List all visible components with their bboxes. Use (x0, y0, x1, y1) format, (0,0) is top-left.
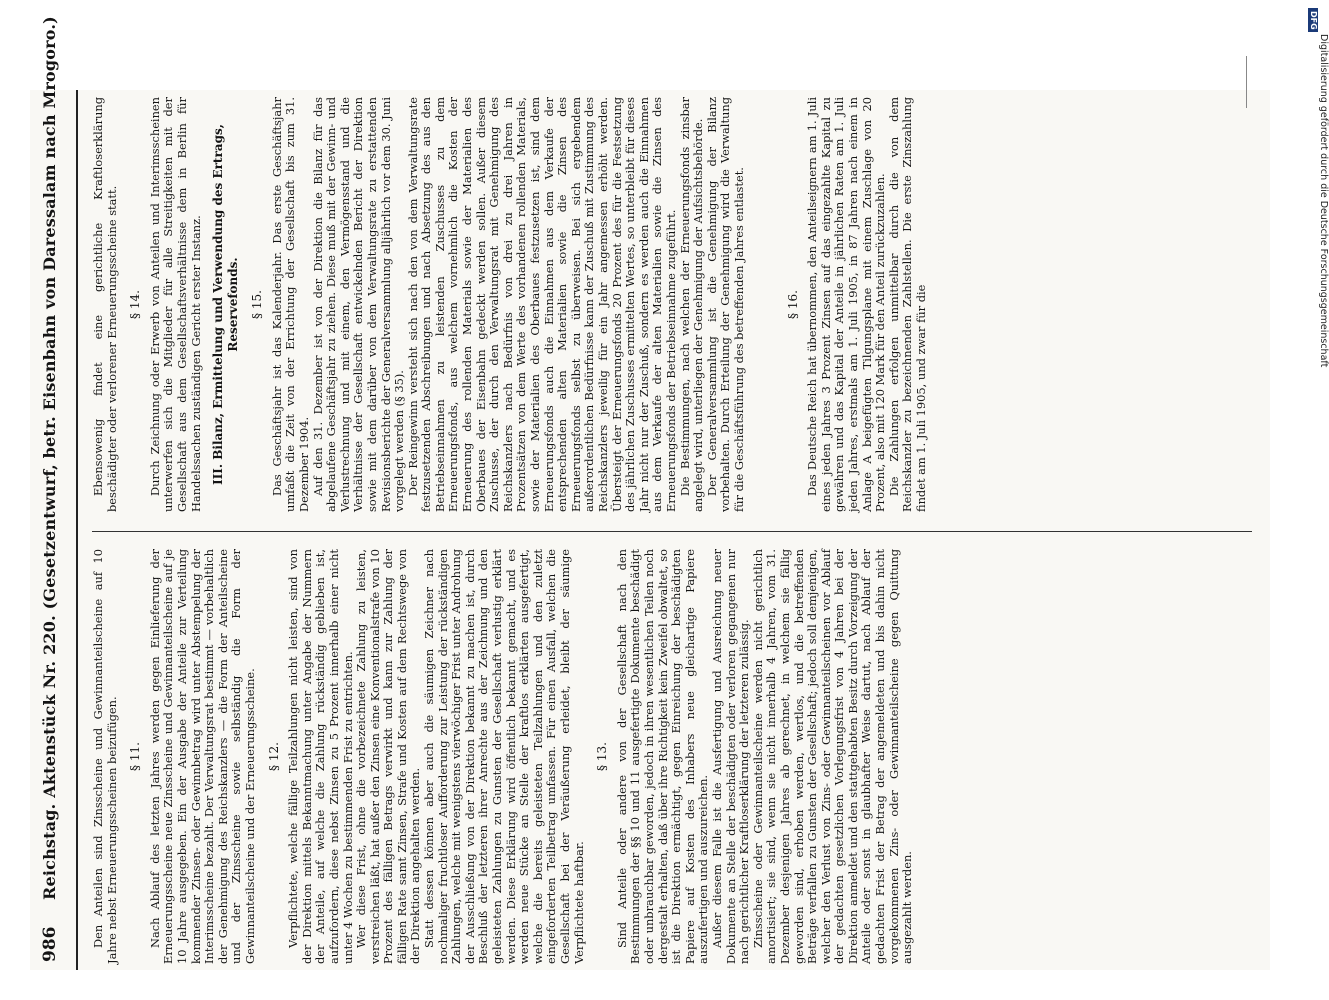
paragraph: Ebensowenig findet eine gerichtliche Kraftloserklärung beschädigter oder verlorener Erneuerungsscheine statt. (91, 97, 119, 512)
paragraph: Der Reingewinn versteht sich nach den von dem Verwaltungsrate festzusetzenden Abschreibungen und nach Absetzung des aus den Betriebseinnahmen zu leistenden Zuschusses zu dem Erneuerungsfonds, aus welchem vornehmlich die Kosten der Erneuerung des rollenden Materials sowie der Materialien des Oberbaues der Eisenbahn gedeckt werden sollen. Außer diesem Zuschusse, der durch den Verwaltungsrat mit Genehmigung des Reichskanzlers nach Bedürfnis von drei zu drei Jahren in Prozentsätzen von dem Werte des vorhandenen rollenden Materials, sowie der Materialien des Oberbaues festzusetzen ist, sind dem Erneuerungsfonds auch die Einnahmen aus dem Verkaufe der entsprechenden alten Materialien sowie die Zinsen des Erneuerungsfonds selbst zu überweisen. Bei sich ergebendem außerordentlichen Bedürfnisse kann der Zuschuß mit Zustimmung des Reichskanzlers jeweilig für ein Jahr angemessen erhöht werden. Übersteigt der Erneuerungsfonds 20 Prozent des für die Festsetzung des jährlichen Zuschusses ermittelten Wertes, so unterbleibt für dieses Jahr nicht nur der Zuschuß, sondern es werden auch die Einnahmen aus dem Verkaufe der alten Materialien sowie die Zinsen des Erneuerungsfonds der Betriebseinnahme zugeführt. (405, 97, 678, 512)
section-title: § 14. (128, 290, 143, 319)
paragraph: Statt dessen können aber auch die säumigen Zeichner nach nochmaliger fruchtloser Aufforderung zur Leistung der rückständigen Zahlungen, welche mit wenigstens vierwöchiger Frist unter Androhung der Ausschließung von der Direktion bekannt zu machen ist, durch Beschluß der letzteren ihrer Anrechte aus der Zeichnung und den geleisteten Zahlungen zu Gunsten der Gesellschaft verlustig erklärt werden. Diese Erklärung wird öffentlich bekannt gemacht, und es werden neue Stücke an Stelle der kraftlos erklärten ausgefertigt, welche die bereits geleisteten Teilzahlungen und den zuletzt eingeforderten Teilbetrag umfassen. Für einen Ausfall, welchen die Gesellschaft bei der Veräußerung erleidet, bleibt der säumige Verpflichtete haftbar. (422, 549, 586, 964)
section-title: § 11. (128, 742, 143, 771)
scan-mark (1246, 56, 1247, 108)
section-title: § 15. (250, 290, 265, 319)
running-title: Reichstag. Aktenstück Nr. 220. (Gesetzentwurf, betr. Eisenbahn von Daressalam nach Mrogoro.) (40, 16, 59, 900)
right-column (92, 97, 1252, 512)
section-title: § 16. (785, 290, 800, 319)
paragraph: Außer diesem Falle ist die Ausfertigung und Ausreichung neuer Dokumente an Stelle der beschädigten oder verloren gegangenen nur nach gerichtlicher Kraftloserklärung der letzteren zulässig. (709, 549, 752, 964)
paragraph: Das Geschäftsjahr ist das Kalenderjahr. Das erste Geschäftsjahr umfaßt die Zeit von der Errichtung der Gesellschaft bis zum 31. Dezember 1904. (269, 97, 311, 512)
paragraph: Verpflichtete, welche fällige Teilzahlungen nicht leisten, sind von der Direktion mittels Bekanntmachung unter Angabe der Nummern der Anteile, auf welche die Zahlung rückständig geblieben ist, aufzufordern, diese nebst Zinsen zu 5 Prozent innerhalb einer nicht unter 4 Wochen zu bestimmenden Frist zu entrichten. (286, 549, 355, 964)
paragraph: Die Bestimmungen, nach welchen der Erneuerungsfonds zinsbar angelegt wird, unterliegen der Genehmigung der Aufsichtsbehörde. (677, 97, 706, 512)
digitization-note: Digitalisierung gefördert durch die Deutsche Forschungsgemeinschaft (1318, 34, 1329, 368)
section-title: § 13. (595, 742, 610, 771)
left-column (92, 549, 1252, 964)
page-number: 986 (40, 926, 60, 962)
dfg-logo: DFG (1308, 8, 1318, 32)
spacer (747, 97, 777, 512)
page-content (30, 16, 1270, 970)
paragraph: Zinsscheine oder Gewinnanteilscheine werden nicht gerichtlich amortisiert; sie sind, wenn sie nicht innerhalb 4 Jahren, vom 31. Dezember desjenigen Jahres ab gerechnet, in welchem sie fällig geworden sind, erhoben werden, wertlos, und die betreffenden Beträge verfallen zu Gunsten der Gesellschaft; jedoch soll demjenigen, welcher den Verlust von Zins- oder Gewinnanteilscheinen vor Ablauf der gedachten gesetzlichen Vorlegungsfrist von 4 Jahren bei der Direktion anmeldet und den stattgehabten Besitz durch Vorzeigung der Anteile oder sonst in glaubhafter Weise dartut, nach Ablauf der gedachten Frist der Betrag der angemeldeten und bis dahin nicht vorgekommenen Zins- oder Gewinnanteilscheine gegen Quittung ausgezahlt werden. (750, 549, 915, 964)
paragraph: Der Generalversammlung ist die Genehmigung der Bilanz vorbehalten. Durch Erteilung der Genehmigung wird die Verwaltung für die Geschäftsführung des betreffenden Jahres entlastet. (704, 97, 746, 512)
paragraph: Den Anteilen sind Zinsscheine und Gewinnanteilscheine auf 10 Jahre nebst Erneuerungsscheinen beizufügen. (91, 549, 119, 964)
paragraph: Durch Zeichnung oder Erwerb von Anteilen und Interimsscheinen unterwerfen sich die Mitglieder für alle Streitigkeiten mit der Gesellschaft aus dem Gesellschaftsverhältnisse dem in Berlin für Handelssachen zuständigen Gericht erster Instanz. (147, 97, 203, 512)
paragraph: Wer diese Frist, ohne die vorbezeichnete Zahlung zu leisten, verstreichen läßt, hat außer den Zinsen eine Konventionalstrafe von 10 Prozent des fälligen Betrags verwirkt und kann zur Zahlung der fälligen Rate samt Zinsen, Strafe und Kosten auf dem Rechtswege von der Direktion angehalten werden. (354, 549, 423, 964)
paragraph: Das Deutsche Reich hat übernommen, den Anteilseignern am 1. Juli eines jeden Jahres 3 Prozent Zinsen auf das eingezahlte Kapital zu gewähren und das Kapital der Anteile in jährlichen Raten am 1. Juli jeden Jahres, erstmals am 1. Juli 1905, in 87 Jahren nach einem in Anlage A beigefügten Tilgungsplane mit einem Zuschlage von 20 Prozent, also mit 120 Mark für den Anteil zurückzuzahlen. (805, 97, 888, 512)
section-title: § 12. (266, 742, 281, 771)
column-divider (92, 531, 1252, 532)
page-header (30, 16, 76, 970)
paragraph: Sind Anteile oder andere von der Gesellschaft nach den Bestimmungen der §§ 10 und 11 ausgefertigte Dokumente beschädigt oder unbrauchbar geworden, jedoch in ihren wesentlichen Teilen noch dergestalt erhalten, daß über ihre Richtigkeit kein Zweifel obwaltet, so ist die Direktion ermächtigt, gegen Einreichung der beschädigten Papiere auf Kosten des Inhabers neue gleichartige Papiere auszufertigen und auszureichen. (614, 549, 711, 964)
scanned-page (30, 16, 1270, 970)
header-rule (76, 90, 78, 970)
chapter-heading: III. Bilanz, Ermittelung und Verwendung des Ertrags, Reservefonds. (211, 124, 241, 485)
paragraph: Auf den 31. Dezember ist von der Direktion die Bilanz für das abgelaufene Geschäftsjahr zu ziehen. Diese muß mit der Gewinn- und Verlustrechnung und mit einem, den Vermögensstand und die Verhältnisse der Gesellschaft entwickelnden Bericht der Direktion sowie mit dem darüber von dem Verwaltungsrate zu erstattenden Revisionsberichte der Generalversammlung alljährlich vor dem 30. Juni vorgelegt werden (§ 35). (310, 97, 407, 512)
paragraph: Die Zahlungen erfolgen unmittelbar durch die von dem Reichskanzler zu bezeichnenden Zahlstellen. Die erste Zinszahlung findet am 1. Juli 1905, und zwar für die (886, 97, 928, 512)
paragraph: Nach Ablauf des letzten Jahres werden gegen Einlieferung der Erneuerungsscheine neue Zinsscheine und Gewinnanteilscheine auf je 10 Jahre ausgegeben. Ein der Ausgabe der Anteile zur Verteilung kommender Zinsen- oder Gewinnbetrag wird unter Abstempelung der Interimsscheine bezahlt. Der Verwaltungsrat bestimmt — vorbehaltlich der Genehmigung des Reichskanzlers — die Form der Anteilscheine und der Zinsscheine sowie selbständig die Form der Gewinnanteilscheine und der Erneuerungsscheine. (147, 549, 257, 964)
